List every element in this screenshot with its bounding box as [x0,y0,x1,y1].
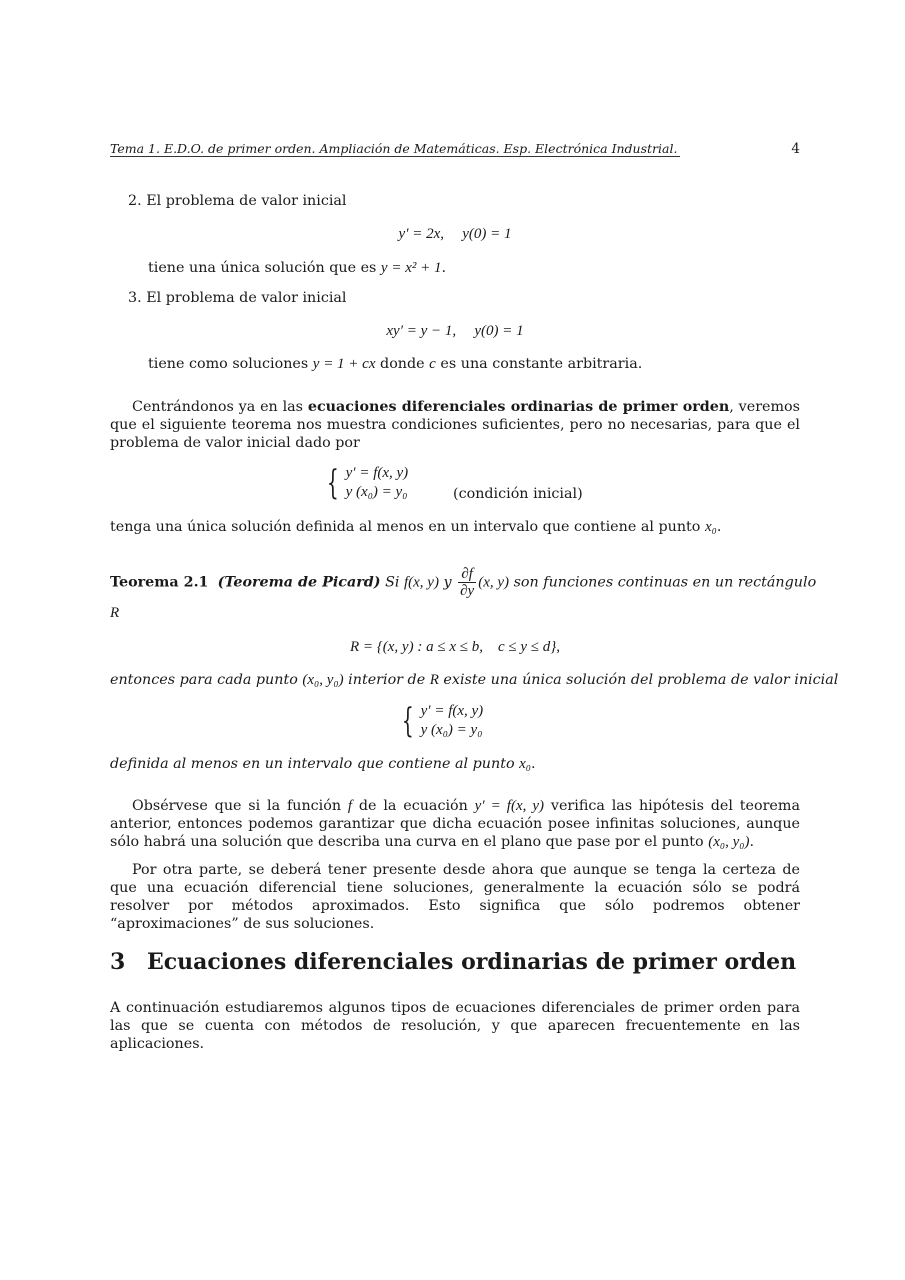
equation-ic: y(0) = 1 [462,226,512,242]
section-title: Ecuaciones diferenciales ordinarias de primer orden [147,949,797,975]
partial-derivative [458,566,476,599]
result-math: y = x² + 1 [380,260,442,276]
theorem-conclusion [110,671,838,689]
theorem-R: R [110,605,120,621]
theorem-statement [110,566,817,599]
text-run: , veremos que el siguiente teorema nos muestra condiciones suficientes, pero no necesarias, para que el problema de valor inicial dado por [110,399,800,451]
math-R: R [429,672,439,688]
text-run: existe una única solución del problema de valor inicial [438,672,839,688]
text-run: . [749,834,754,850]
text-run: son funciones continuas en un rectángulo [509,574,817,591]
left-brace: { [401,701,414,741]
section-number: 3 [110,949,126,975]
page-number: 4 [791,141,800,157]
math-point: (x₀, y₀) [302,672,344,688]
text-run: . [716,519,722,535]
result-end: . [441,260,447,276]
text-run: y [438,574,457,591]
rect-def: R = {(x, y) : a ≤ x ≤ b, c ≤ y ≤ d}, [350,639,560,655]
result-end: es una constante arbitraria. [435,356,643,372]
math-point: (x₀, y₀) [708,834,750,850]
left-brace: { [326,463,339,503]
system-line: y′ = f(x, y) [345,465,409,481]
math-f: f(x, y) [403,574,439,591]
system-line: y′ = f(x, y) [420,703,484,719]
equation-example-2 [110,225,800,243]
text-run: Si [385,574,404,591]
result-math: y = 1 + cx [312,356,376,372]
math-point: x₀ [519,756,531,772]
result-var: c [429,356,436,372]
frac-num: ∂f [458,566,476,583]
text-run: definida al menos en un intervalo que contiene al punto [110,756,520,772]
text-run: entonces para cada punto [110,672,303,688]
result-text: tiene una única solución que es [148,260,381,276]
list-intro: El problema de valor inicial [146,290,347,306]
text-run: Centrándonos ya en las [132,399,308,415]
cases [346,464,409,502]
text-run: verifica las hipótesis del teorema anterior, entonces podemos garantizar que dicha ecuación posee infinitas soluciones, aunque sólo habrá una solución que describa una curva en el plano que pase por el punto [110,798,800,850]
math-point: x₀ [704,519,717,535]
equation-ic: y(0) = 1 [474,323,524,339]
theorem-system [397,702,483,740]
bold-term: ecuaciones diferenciales ordinarias de primer orden [307,399,730,415]
list-item-2 [128,192,347,210]
observe-paragraph [110,797,800,851]
ivp-system [322,464,408,502]
example-2-result [148,259,446,277]
math-f: f [347,798,353,814]
list-intro: El problema de valor inicial [146,193,347,209]
result-text: tiene como soluciones [148,356,313,372]
list-item-3 [128,289,347,307]
initial-condition-note: (condición inicial) [453,486,583,502]
section-paragraph: A continuación estudiaremos algunos tipos de ecuaciones diferenciales de primer orden para las que se cuenta con métodos de resolución, y que aparecen frecuentemente en las aplicaciones. [110,1000,800,1052]
example-3-result [148,355,642,373]
system-line: y (x₀) = y₀ [420,722,483,738]
running-header: Tema 1. E.D.O. de primer orden. Ampliación de Matemáticas. Esp. Electrónica Industrial. [110,141,678,156]
math-arg: (x, y) [478,574,510,591]
equation-lhs: y′ = 2x, [398,226,444,242]
theorem-closing [110,755,536,773]
text-run: interior de [343,672,430,688]
header-rule [110,156,680,157]
rectangle-definition [110,638,800,656]
math-eq: y′ = f(x, y) [474,798,545,814]
otra-paragraph: Por otra parte, se deberá tener presente desde ahora que aunque se tenga la certeza de que una ecuación diferencial tiene soluciones, generalmente la ecuación sólo se podrá resolver por métodos aproximados. Esto significa que sólo podremos obtener “aproximaciones” de sus soluciones. [110,862,800,932]
text-run: Obsérvese que si la función [132,798,348,814]
after-system-text [110,518,721,536]
section-heading [110,948,796,976]
theorem-label: Teorema 2.1 [110,574,209,591]
theorem-name: (Teorema de Picard) [217,574,381,591]
frac-den: ∂y [460,583,475,599]
intro-paragraph [110,398,800,452]
cases [421,702,484,740]
list-number: 3. [128,290,142,306]
equation-example-3 [110,322,800,340]
result-text: donde [375,356,430,372]
text-run: . [530,756,536,772]
text-run: de la ecuación [352,798,475,814]
text-run: tenga una única solución definida al menos en un intervalo que contiene al punto [110,519,705,535]
equation-lhs: xy′ = y − 1, [386,323,457,339]
system-line: y (x₀) = y₀ [345,484,408,500]
list-number: 2. [128,193,142,209]
